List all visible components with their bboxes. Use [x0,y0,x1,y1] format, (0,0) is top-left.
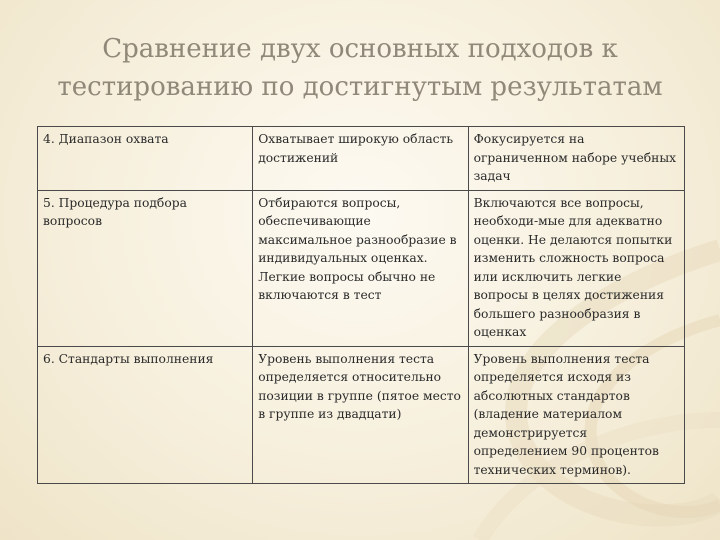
table-row [38,346,685,484]
title-line-1: Сравнение двух основных подходов к [102,34,618,64]
approach-b-cell: Фокусируется на ограниченном наборе учебных задач [468,127,684,191]
table-row [38,127,685,191]
approach-a-cell: Отбираются вопросы, обеспечивающие максимальное разнообразие в индивидуальных оценках. Легкие вопросы обычно не включаются в тест [253,190,468,346]
approach-b-cell: Включаются все вопросы, необходи-мые для адекватно оценки. Не делаются попытки изменить сложность вопроса или исключить легкие вопросы в целях достижения большего разнообразия в оценках [468,190,684,346]
comparison-table [37,126,685,484]
title-line-2: тестированию по достигнутым результатам [57,72,663,102]
page-title [20,30,700,106]
table-row [38,190,685,346]
approach-a-cell: Уровень выполнения теста определяется относительно позиции в группе (пятое место в группе из двадцати) [253,346,468,484]
criterion-cell: 5. Процедура подбора вопросов [38,190,253,346]
criterion-cell: 4. Диапазон охвата [38,127,253,191]
criterion-cell: 6. Стандарты выполнения [38,346,253,484]
approach-a-cell: Охватывает широкую область достижений [253,127,468,191]
approach-b-cell: Уровень выполнения теста определяется исходя из абсолютных стандартов (владение материалом демонстрируется определением 90 процентов технических терминов). [468,346,684,484]
